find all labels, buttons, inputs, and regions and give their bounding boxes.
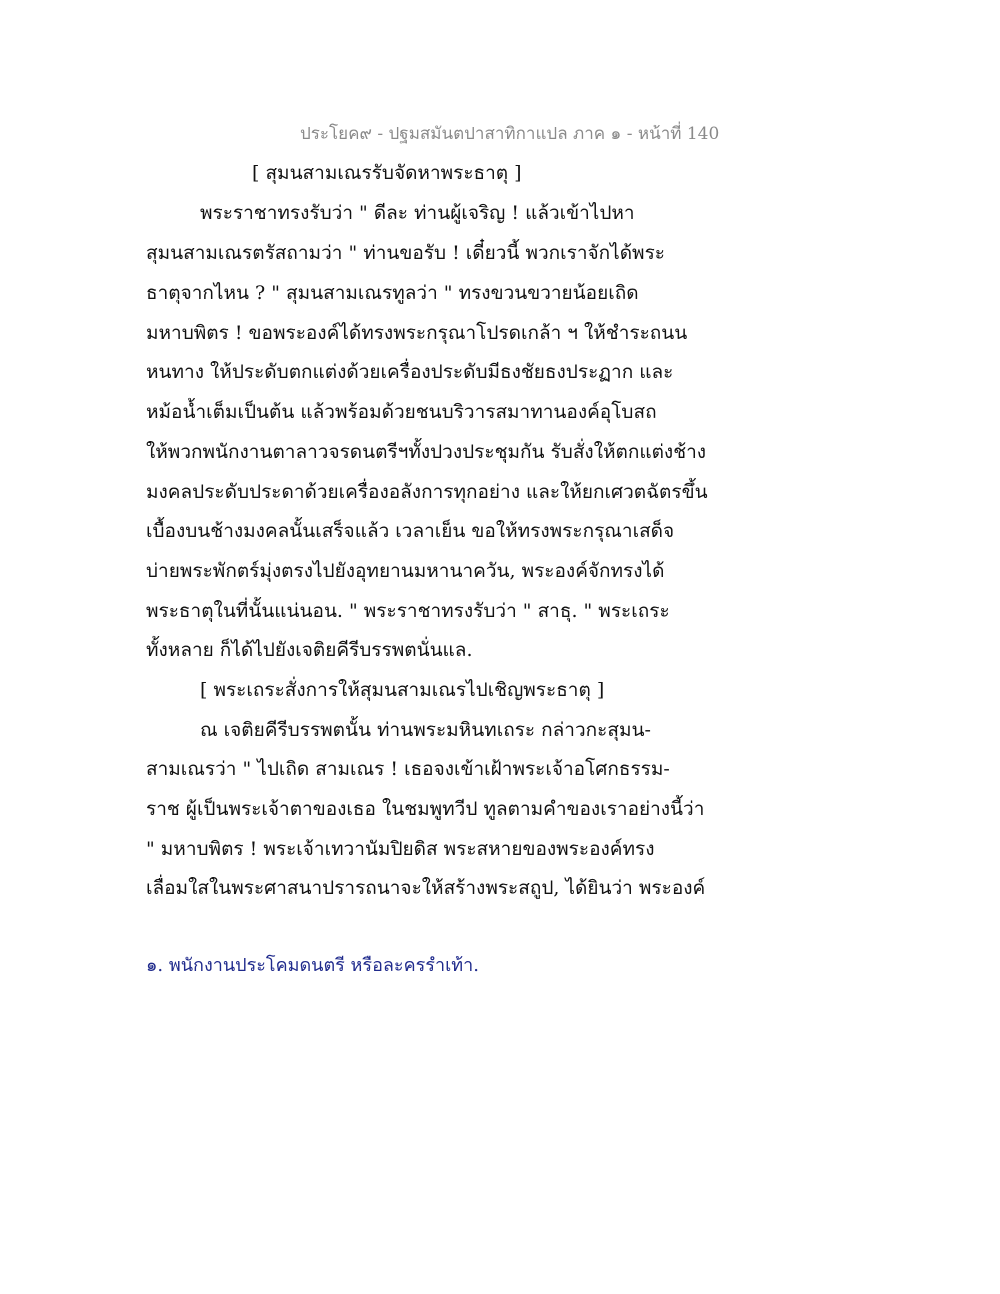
text-line: มงคลประดับประดาด้วยเครื่องอลังการทุกอย่าง และให้ยกเศวตฉัตรขึ้น [146, 481, 708, 503]
text-line: พระธาตุในที่นั้นแน่นอน. " พระราชาทรงรับว่า " สาธุ. " พระเถระ [146, 600, 670, 622]
text-line: เลื่อมใสในพระศาสนาปรารถนาจะให้สร้างพระสถูป, ได้ยินว่า พระองค์ [146, 877, 706, 899]
text-line: ให้พวกพนักงานตาลาวจรดนตรีฯทั้งปวงประชุมกัน รับสั่งให้ตกแต่งช้าง [146, 441, 707, 463]
text-line: ทั้งหลาย ก็ได้ไปยังเจติยคีรีบรรพตนั่นแล. [146, 639, 473, 661]
text-line: " มหาบพิตร ! พระเจ้าเทวานัมปิยดิส พระสหายของพระองค์ทรง [146, 838, 655, 860]
text-line: ธาตุจากไหน ? " สุมนสามเณรทูลว่า " ทรงขวนขวายน้อยเถิด [146, 282, 639, 304]
text-line: ณ เจติยคีรีบรรพตนั้น ท่านพระมหินทเถระ กล่าวกะสุมน- [200, 719, 651, 741]
text-line: บ่ายพระพักตร์มุ่งตรงไปยังอุทยานมหานาควัน, พระองค์จักทรงได้ [146, 560, 665, 582]
section-heading: [ สุมนสามเณรรับจัดหาพระธาตุ ] [252, 162, 522, 184]
footnote: ๑. พนักงานประโคมดนตรี หรือละครรำเท้า. [146, 955, 479, 976]
text-line: พระราชาทรงรับว่า " ดีละ ท่านผู้เจริญ ! แล้วเข้าไปหา [200, 202, 635, 224]
text-line: สามเณรว่า " ไปเถิด สามเณร ! เธอจงเข้าเฝ้าพระเจ้าอโศกธรรม- [146, 758, 670, 780]
section-heading: [ พระเถระสั่งการให้สุมนสามเณรไปเชิญพระธาตุ ] [200, 679, 605, 701]
text-line: เบื้องบนช้างมงคลนั้นเสร็จแล้ว เวลาเย็น ขอให้ทรงพระกรุณาเสด็จ [146, 520, 675, 542]
text-line: มหาบพิตร ! ขอพระองค์ได้ทรงพระกรุณาโปรดเกล้า ฯ ให้ชำระถนน [146, 322, 688, 344]
running-header: ประโยค๙ - ปฐมสมันตปาสาทิกาแปล ภาค ๑ - หน้าที่ 140 [300, 124, 720, 144]
text-line: สุมนสามเณรตรัสถามว่า " ท่านขอรับ ! เดี๋ยวนี้ พวกเราจักได้พระ [146, 242, 665, 264]
text-line: ราช ผู้เป็นพระเจ้าตาของเธอ ในชมพูทวีป ทูลตามคำของเราอย่างนี้ว่า [146, 798, 705, 820]
text-line: หม้อน้ำเต็มเป็นต้น แล้วพร้อมด้วยชนบริวารสมาทานองค์อุโบสถ [146, 401, 657, 423]
text-line: หนทาง ให้ประดับตกแต่งด้วยเครื่องประดับมีธงชัยธงประฏาก และ [146, 361, 674, 383]
